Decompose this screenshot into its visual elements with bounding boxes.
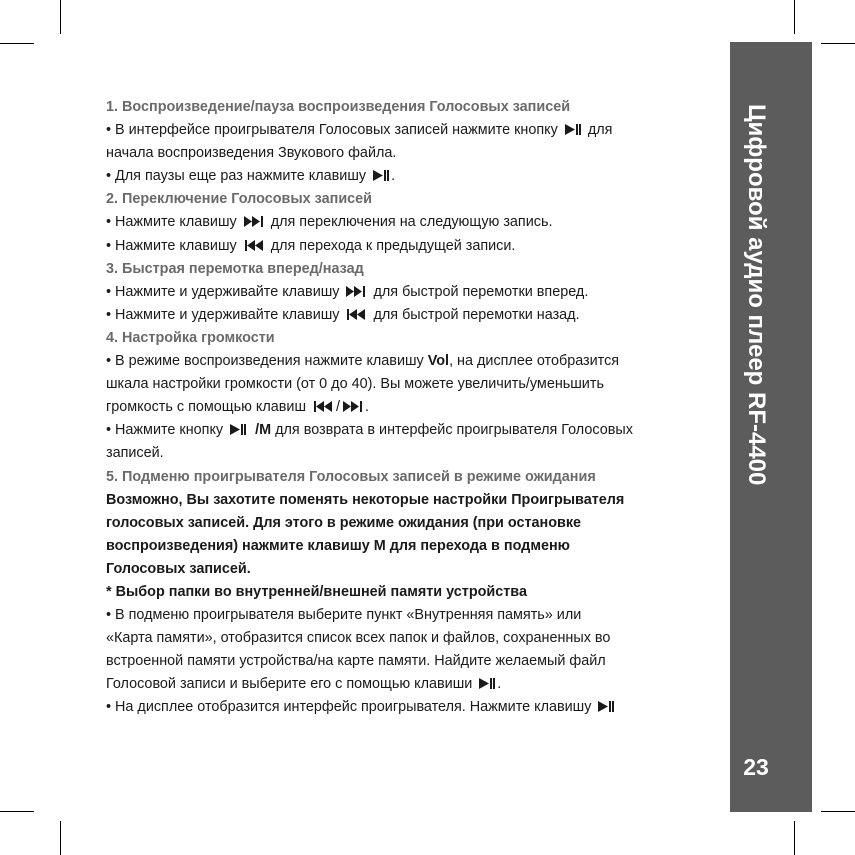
bold-text-line: Возможно, Вы захотите поменять некоторые настройки Проигрывателя	[106, 491, 625, 508]
text-line: • На дисплее отобразится интерфейс проигрывателя. Нажмите клавишу	[106, 696, 718, 719]
section-heading-4: 4. Настройка громкости	[106, 329, 275, 346]
next-track-icon	[244, 216, 264, 227]
text-line: записей.	[106, 445, 164, 462]
text-line: начала воспроизведения Звукового файла.	[106, 145, 397, 162]
text-line: • Нажмите и удерживайте клавишу для быстрой перемотки назад.	[106, 306, 580, 323]
manual-page-content	[106, 96, 718, 720]
bold-text-line: Голосовых записей.	[106, 560, 251, 577]
play-pause-icon	[479, 678, 495, 689]
crop-mark	[0, 43, 34, 44]
text-line: • Нажмите и удерживайте клавишу для быстрой перемотки вперед.	[106, 283, 589, 300]
text-line: • Нажмите клавишу для переключения на следующую запись.	[106, 214, 553, 231]
text-line: • Для паузы еще раз нажмите клавишу .	[106, 168, 396, 185]
crop-mark	[794, 0, 795, 34]
text-line: • В интерфейсе проигрывателя Голосовых записей нажмите кнопку для	[106, 122, 613, 139]
crop-mark	[821, 811, 855, 812]
text-line: • Нажмите кнопку /M для возврата в интерфейс проигрывателя Голосовых	[106, 422, 633, 439]
text-line: • В подменю проигрывателя выберите пункт «Внутренняя память» или	[106, 607, 582, 624]
bold-text-line: воспроизведения) нажмите клавишу M для перехода в подменю	[106, 537, 570, 554]
play-pause-icon	[598, 701, 614, 712]
crop-mark	[0, 811, 34, 812]
text-line: • Нажмите клавишу для перехода к предыдущей записи.	[106, 237, 516, 254]
section-heading-2: 2. Переключение Голосовых записей	[106, 191, 373, 208]
section-heading-1: 1. Воспроизведение/пауза воспроизведения Голосовых записей	[106, 99, 571, 115]
next-track-icon	[343, 401, 363, 412]
crop-mark	[60, 821, 61, 855]
previous-track-icon	[313, 401, 333, 412]
vol-key-label: Vol	[427, 353, 450, 370]
page-number: 23	[743, 754, 769, 780]
next-track-icon	[346, 286, 366, 297]
text-line: Голосовой записи и выберите его с помощью клавиши .	[106, 676, 502, 693]
m-key-label: /M	[255, 422, 272, 439]
section-heading-3: 3. Быстрая перемотка вперед/назад	[106, 260, 364, 277]
play-pause-icon	[565, 124, 581, 135]
previous-track-icon	[244, 240, 264, 251]
crop-mark	[794, 821, 795, 855]
previous-track-icon	[346, 309, 366, 320]
section-heading-5: 5. Подменю проигрывателя Голосовых записей в режиме ожидания	[106, 468, 596, 485]
crop-mark	[60, 0, 61, 34]
text-line: «Карта памяти», отобразится список всех папок и файлов, сохраненных во	[106, 630, 611, 647]
play-pause-icon	[373, 170, 389, 181]
text-line: встроенной памяти устройства/на карте памяти. Найдите желаемый файл	[106, 653, 606, 670]
text-line: громкость с помощью клавиш / .	[106, 399, 369, 416]
bold-text-line: голосовых записей. Для этого в режиме ожидания (при остановке	[106, 514, 582, 531]
play-pause-icon	[230, 424, 246, 435]
side-title: Цифровой аудио плеер RF-4400	[743, 104, 770, 486]
text-line: шкала настройки громкости (от 0 до 40). Вы можете увеличить/уменьшить	[106, 376, 604, 393]
crop-mark	[821, 43, 855, 44]
text-line: • В режиме воспроизведения нажмите клавишу Vol, на дисплее отобразится	[106, 353, 620, 370]
subheading-folder-selection: * Выбор папки во внутренней/внешней памяти устройства	[106, 583, 527, 600]
